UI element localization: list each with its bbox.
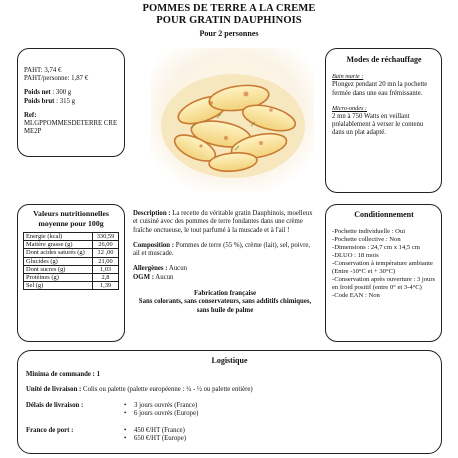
nutrition-value: 2,8 [93, 274, 119, 282]
logistics-title: Logistique [211, 356, 248, 365]
nutrition-value: 21,00 [93, 257, 119, 265]
bain-marie-text: Plongez pendant 20 mn la pochette fermée dans une eau frémissante. [332, 81, 428, 97]
nutrition-label: Energie (kcal) [24, 233, 93, 241]
micro-ondes-text: 2 mn à 750 Watts en veillant préalablement à verser le contenu dans un plat adapté. [332, 113, 424, 137]
conditioning-item: -Conservation à température ambiante (Entre -10°C et + 30°C) [332, 260, 433, 275]
price-info-box [17, 48, 125, 157]
conditioning-item: -Conservation après ouverture : 3 jours en froid positif (entre 0° et 3-4°C) [332, 276, 436, 291]
delais-livraison: Délais de livraison : • 3 jours ouvrés (France) • 6 jours ouvrés (Europe) [26, 402, 433, 420]
nutrition-row [24, 249, 119, 257]
logistics-box [17, 350, 442, 454]
poids-net: Poids net : 300 g [24, 89, 72, 97]
description-section [133, 210, 317, 315]
reheating-box [325, 48, 442, 193]
ogm: OGM : Aucun [133, 273, 174, 281]
title-line-1: POMMES DE TERRE A LA CREME [142, 3, 316, 14]
franco-de-port: Franco de port : • 450 €/HT (France) • 650 €/HT (Europe) [26, 427, 433, 445]
subtitle: Pour 2 personnes [199, 29, 259, 38]
nutrition-value: 1,03 [93, 265, 119, 273]
unite-livraison: Unité de livraison : Colis ou palette (palette européenne : ¼ - ½ ou palette entière) [26, 386, 253, 394]
nutrition-row [24, 282, 119, 290]
nutrition-value: 12 ,00 [93, 249, 119, 257]
fabrication-note: Fabrication française Sans colorants, sans conservateurs, sans additifs chimiques, sans huile de palme [138, 290, 312, 314]
nutrition-label: Glucides (g) [24, 257, 93, 265]
paht: PAHT: 3,74 € [24, 67, 62, 74]
conditioning-item: -Code EAN : Non [332, 292, 380, 299]
paht-person: PAHT/personne: 1,87 € [24, 75, 89, 83]
composition: Composition : Pommes de terre (55 %), crème (lait), sel, poivre, ail et muscade. [133, 241, 311, 258]
minima: Minima de commande : 1 [26, 371, 101, 379]
conditioning-item: -Pochette individuelle : Oui [332, 228, 406, 235]
conditioning-item: -DLUO : 18 mois [332, 252, 379, 259]
nutrition-row [24, 265, 119, 273]
nutrition-label: Matière grasse (g) [24, 241, 93, 249]
micro-ondes-label: Micro-ondes : [332, 104, 367, 112]
nutrition-label: Sel (g) [24, 282, 93, 290]
franco-europe: • 650 €/HT (Europe) [124, 435, 186, 443]
nutrition-row [24, 257, 119, 265]
poids-brut: Poids brut : 315 g [24, 97, 75, 105]
conditioning-title: Conditionnement [354, 210, 414, 219]
delai-france: • 3 jours ouvrés (France) [124, 402, 198, 410]
nutrition-table [23, 232, 119, 290]
ref-value: MLGPPOMMESDETERRE CREME2P [24, 120, 118, 136]
nutrition-label: Protéines (g) [24, 274, 93, 282]
reheating-title: Modes de réchauffage [346, 55, 422, 64]
document-header [0, 3, 458, 39]
nutrition-label: Dont sucres (g) [24, 265, 93, 273]
nutrition-title: Valeurs nutritionnelles moyenne pour 100g [33, 209, 109, 228]
conditioning-item: -Pochette collective : Non [332, 236, 401, 243]
ref-label: Ref: [24, 111, 37, 119]
allergenes: Allergènes : Aucun [133, 265, 187, 273]
franco-france: • 450 €/HT (France) [124, 427, 186, 435]
conditioning-box [325, 204, 442, 342]
delai-europe: • 6 jours ouvrés (Europe) [124, 410, 198, 418]
nutrition-row [24, 241, 119, 249]
title-line-2: POUR GRATIN DAUPHINOIS [156, 15, 302, 26]
nutrition-row [24, 233, 119, 241]
nutrition-label: Dont acides saturés (g) [24, 249, 93, 257]
nutrition-value: 26,00 [93, 241, 119, 249]
nutrition-row [24, 274, 119, 282]
nutrition-box [17, 204, 125, 342]
nutrition-value: 330,59 [93, 233, 119, 241]
bain-marie-label: Bain marie : [332, 73, 364, 81]
description: Description : La recette du véritable gratin Dauphinois, moelleux et cuisiné avec des pommes de terre fondantes dans une crème fraîche onctueuse, le tout parfumé à la muscade et à l'ail ! [133, 210, 313, 234]
nutrition-value: 1,39 [93, 282, 119, 290]
conditioning-item: -Dimensions : 24,7 cm x 14,5 cm [332, 244, 420, 251]
conditioning-list [332, 228, 436, 300]
gratin-photo [151, 48, 314, 192]
